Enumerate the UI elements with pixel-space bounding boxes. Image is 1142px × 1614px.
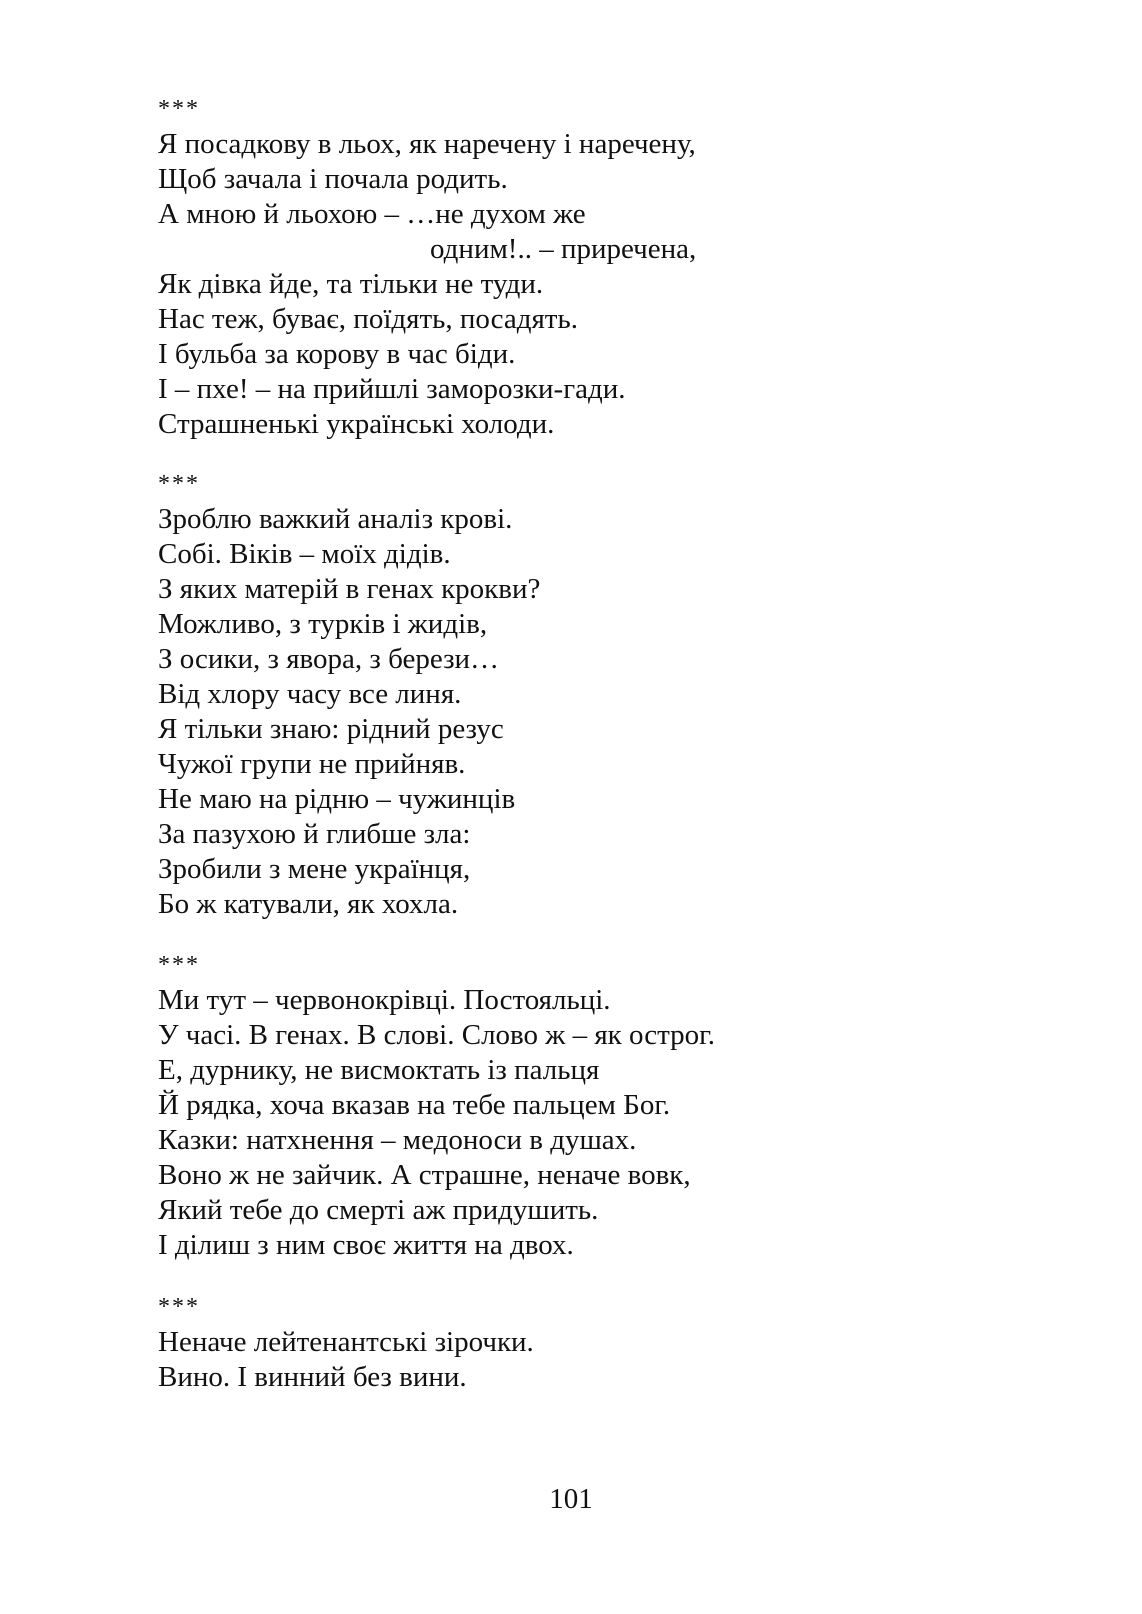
poem-line: Бо ж катували, як хохла. (158, 888, 459, 920)
poem-separator: *** (158, 96, 200, 122)
poem-line: Як дівка йде, та тільки не туди. (158, 268, 544, 300)
poem-line: І – пхе! – на прийшлі заморозки-гади. (158, 373, 626, 405)
poem-line: Казки: натхнення – медоноси в душах. (158, 1124, 637, 1156)
poem-line: Який тебе до смерті аж придушить. (158, 1194, 599, 1226)
poem-line: І ділиш з ним своє життя на двох. (158, 1229, 574, 1261)
page-number: 101 (549, 1483, 593, 1515)
poem-line: Й рядка, хоча вказав на тебе пальцем Бог. (158, 1089, 671, 1121)
poem-line: З яких матерій в генах крокви? (158, 573, 541, 605)
poem-line: За пазухою й глибше зла: (158, 818, 471, 850)
poem-line: У часі. В генах. В слові. Слово ж – як острог. (158, 1019, 715, 1051)
poem-line: Чужої групи не прийняв. (158, 748, 466, 780)
poem-line: Я тільки знаю: рідний резус (158, 713, 504, 745)
poem-line: Зробили з мене українця, (158, 853, 471, 885)
poem-separator: *** (158, 1294, 200, 1320)
poem-line: А мною й льохою – …не духом же (158, 198, 586, 230)
poem-4 (158, 1290, 1058, 1395)
poem-line: Собі. Віків – моїх дідів. (158, 538, 451, 570)
poem-line: Воно ж не зайчик. А страшне, неначе вовк, (158, 1159, 691, 1191)
poem-3 (158, 948, 1058, 1263)
poem-line: Я посадкову в льох, як наречену і наречену, (158, 128, 696, 160)
poem-line: Неначе лейтенантські зірочки. (158, 1326, 534, 1358)
poem-line: І бульба за корову в час біди. (158, 338, 516, 370)
poem-line: З осики, з явора, з берези… (158, 643, 500, 675)
poem-line-continuation: одним!.. – приречена, (430, 233, 697, 265)
poem-line: Страшненькі українські холоди. (158, 408, 555, 440)
poem-line: Від хлору часу все линя. (158, 678, 462, 710)
poem-line: Вино. І винний без вини. (158, 1361, 467, 1393)
poem-line: Можливо, з турків і жидів, (158, 608, 488, 640)
poem-line: Не маю на рідню – чужинців (158, 783, 516, 815)
poem-2 (158, 467, 1058, 922)
poem-separator: *** (158, 471, 200, 497)
poem-line: Щоб зачала і почала родить. (158, 163, 508, 195)
poem-line: Е, дурнику, не висмоктать із пальця (158, 1054, 600, 1086)
poem-1 (158, 92, 1058, 442)
poem-separator: *** (158, 952, 200, 978)
poem-line: Нас теж, буває, поїдять, посадять. (158, 303, 578, 335)
poem-line: Зроблю важкий аналіз крові. (158, 503, 513, 535)
poem-line: Ми тут – червонокрівці. Постояльці. (158, 984, 611, 1016)
